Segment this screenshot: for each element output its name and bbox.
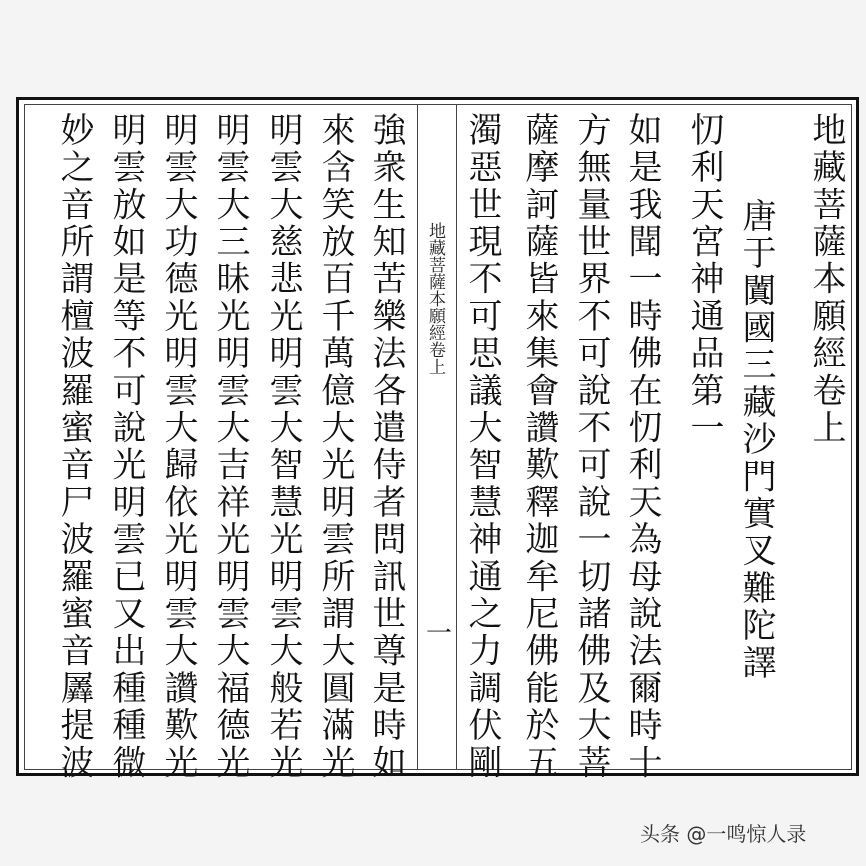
text-column: 妙之音所謂檀波羅蜜音尸波羅蜜音羼提波 <box>54 112 94 782</box>
text-column: 明雲放如是等不可說光明雲已又出種種微 <box>106 112 146 782</box>
chapter-title: 忉利天宮神通品第一 <box>684 112 724 447</box>
book-title: 地藏菩薩本願經卷上 <box>806 112 846 447</box>
page-inner-border <box>24 104 852 770</box>
fold-line-left <box>417 104 418 770</box>
text-column: 薩摩訶薩皆來集會讚歎釋迦牟尼佛能於五 <box>519 112 559 782</box>
text-column: 明雲大功德光明雲大歸依光明雲大讚歎光 <box>158 112 198 782</box>
text-column: 如是我聞一時佛在忉利天為母說法爾時十 <box>622 112 662 782</box>
fold-line-right <box>456 104 457 770</box>
text-column: 強衆生知苦樂法各遣侍者問訊世尊是時如 <box>366 112 406 782</box>
translator-line: 唐于闐國三藏沙門實叉難陀譯 <box>736 198 776 682</box>
watermark-label: 头条 @一鸣惊人录 <box>640 822 807 846</box>
text-column: 來含笑放百千萬億大光明雲所謂大圓滿光 <box>315 112 355 782</box>
margin-title: 地藏菩薩本願經卷上 <box>425 222 445 375</box>
text-column: 明雲大三昧光明雲大吉祥光明雲大福德光 <box>210 112 250 782</box>
text-column: 方無量世界不可說不可說一切諸佛及大菩 <box>571 112 611 782</box>
text-column: 明雲大慈悲光明雲大智慧光明雲大般若光 <box>263 112 303 782</box>
text-column: 濁惡世現不可思議大智慧神通之力調伏剛 <box>462 112 502 782</box>
page-number: 一 <box>426 619 453 649</box>
